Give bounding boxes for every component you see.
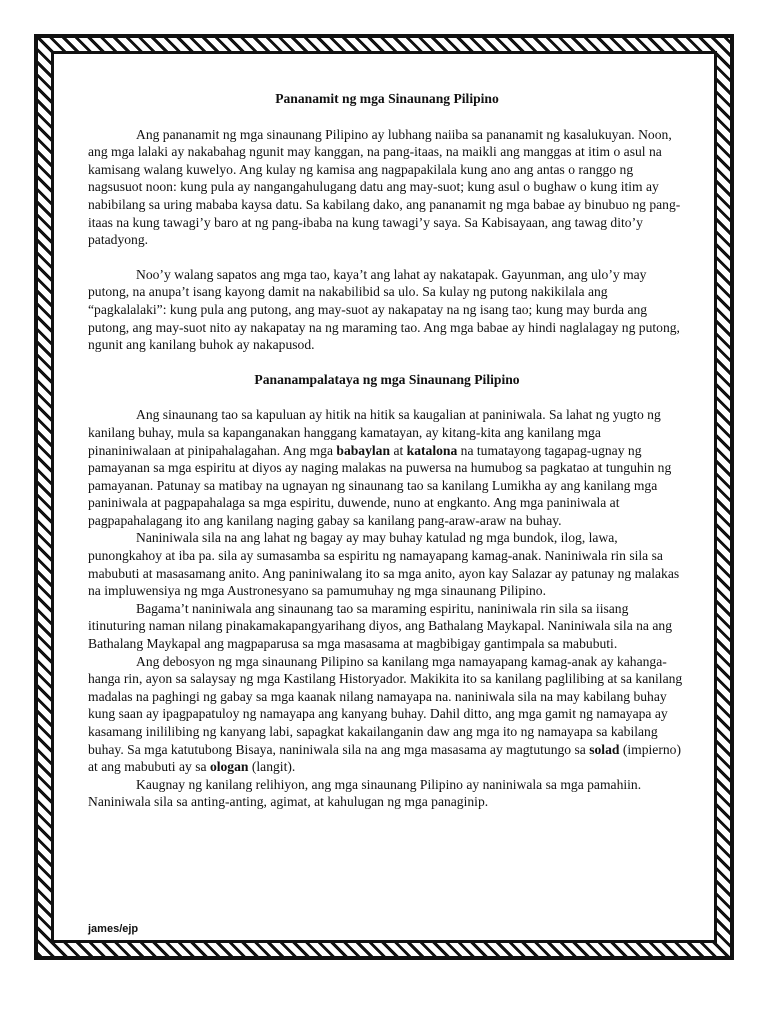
paragraph: Noo’y walang sapatos ang mga tao, kaya’t ang lahat ay nakatapak. Gayunman, ang ulo’y may putong, na anupa’t isang kayong damit na nakabilibid sa ulo. Sa kulay ng putong nakikilala ang “pagkalalaki”: kung pula ang putong, ang may-suot ay nakapatay na ng isang tao; kung may burda ang putong, ang may-suot nito ay nakapatay na ng maraming tao. Ang mga babae ay hindi naglalagay ng putong, ngunit ang kanilang buhok ay nakapusod.	[88, 266, 680, 353]
paragraph: Kaugnay ng kanilang relihiyon, ang mga sinaunang Pilipino ay naniniwala sa mga pamahiin. Naniniwala sila sa anting-anting, agimat, at kahulugan ng mga panaginip.	[88, 776, 642, 810]
section-title-pananampalataya: Pananampalataya ng mga Sinaunang Pilipino	[254, 371, 520, 387]
footer-author: james/ejp	[88, 923, 139, 935]
text-run: at	[390, 442, 407, 458]
section-title-pananamit: Pananamit ng mga Sinaunang Pilipino	[275, 91, 499, 106]
paragraph	[88, 653, 686, 776]
paragraph: Bagama’t naniniwala ang sinaunang tao sa maraming espiritu, naniniwala rin sila sa iisang itinuturing naman nilang pinakamakapangyarihang diyos, ang Bathalang Maykapal. Naniniwala sila na ang Bathalang Maykapal ang magpaparusa sa mga masasama at magbibigay gantimpala sa mabubuti.	[88, 600, 672, 652]
paragraph	[88, 406, 686, 529]
bold-term-ologan: ologan	[209, 759, 249, 775]
paragraph: Ang pananamit ng mga sinaunang Pilipino ay lubhang naiiba sa pananamit ng kasalukuyan. Noon, ang mga lalaki ay nakabahag ngunit may kanggan, na pang-itaas, na maikli ang manggas at itim o asul na kamisang walang kuwelyo. Ang kulay ng kamisa ang nagpapakilala kung ano ang antas o ranggo ng nagsusuot noon: kung pula ay nangangahulugang datu ang may-suot; kung asul o bughaw o kung itim ay nabibilang sa uring mababa kaysa datu. Sa kabilang dako, ang pananamit ng mga babae ay binubuo ng pang-itaas na kung tawagi’y baro at ng pang-ibaba na kung tawagi’y saya. Sa Kabisayaan, ang tawag dito’y patadyong.	[88, 126, 681, 248]
paragraph: Naniniwala sila na ang lahat ng bagay ay may buhay katulad ng mga bundok, ilog, lawa, punongkahoy at iba pa. sila ay sumasamba sa espiritu ng namayapang kamag-anak. Naniniwala rin sila sa mabubuti at masasamang anito. Ang paniniwalang ito sa mga anito, ayon kay Salazar ay patunay ng malakas na impluwensiya ng mga Austronesyano sa pamumuhay ng mga sinaunang Pilipino.	[88, 530, 680, 599]
text-run: (impierno) at ang mabubuti ay sa	[88, 741, 681, 775]
text-run: Ang sinaunang tao sa kapuluan ay hitik na hitik sa kaugalian at paniniwala. Sa lahat ng yugto ng kanilang buhay, mula sa kapanganakan hanggang kamatayan, ay kitang-kita ang kanilang mga pinaniniwalaan at pinipahalagahan. Ang mga	[88, 407, 661, 458]
bold-term-babaylan: babaylan	[336, 442, 391, 458]
text-run: na tumatayong tagapag-ugnay ng pamayanan sa mga espiritu at diyos ay naging malakas na puwersa na humubog sa pagkatao at tunguhin ng pamayanan. Patunay sa matibay na ugnayan ng sinaunang tao sa kanilang Lumikha ay ang kanilang mga paniniwala at pagpapahalaga sa mga espiritu, duwende, nuno at engkanto. Ang mga paniniwala at pagpapahalagang ito ang kanilang naging gabay sa kanilang pang-araw-araw na buhay.	[88, 442, 672, 528]
document-body	[88, 90, 686, 811]
text-run: Ang debosyon ng mga sinaunang Pilipino sa kanilang mga namayapang kamag-anak ay kahanga-hanga rin, ayon sa salaysay ng mga Kastilang Historyador. Makikita ito sa kanilang paglilibing at sa kanilang madalas na paghingi ng gabay sa mga kaanak nilang namayapa na. naniniwala sila na may kabilang buhay kung saan ay ipagpapatuloy ng namayapa ang kanyang buhay. Dahil ditto, ang mga gamit ng namayapa ay kasamang inililibing ng kanyang labi, sapagkat kakailanganin daw ang mga ito ng namayapa sa kabilang buhay. Sa mga katutubong Bisaya, naniniwala sila na ang mga masasama ay magtutungo sa	[88, 653, 683, 757]
paragraph-gap	[88, 354, 686, 371]
bold-term-katalona: katalona	[406, 442, 458, 458]
paragraph-gap	[88, 249, 686, 266]
text-run: (langit).	[248, 759, 296, 775]
bold-term-solad: solad	[589, 741, 620, 757]
